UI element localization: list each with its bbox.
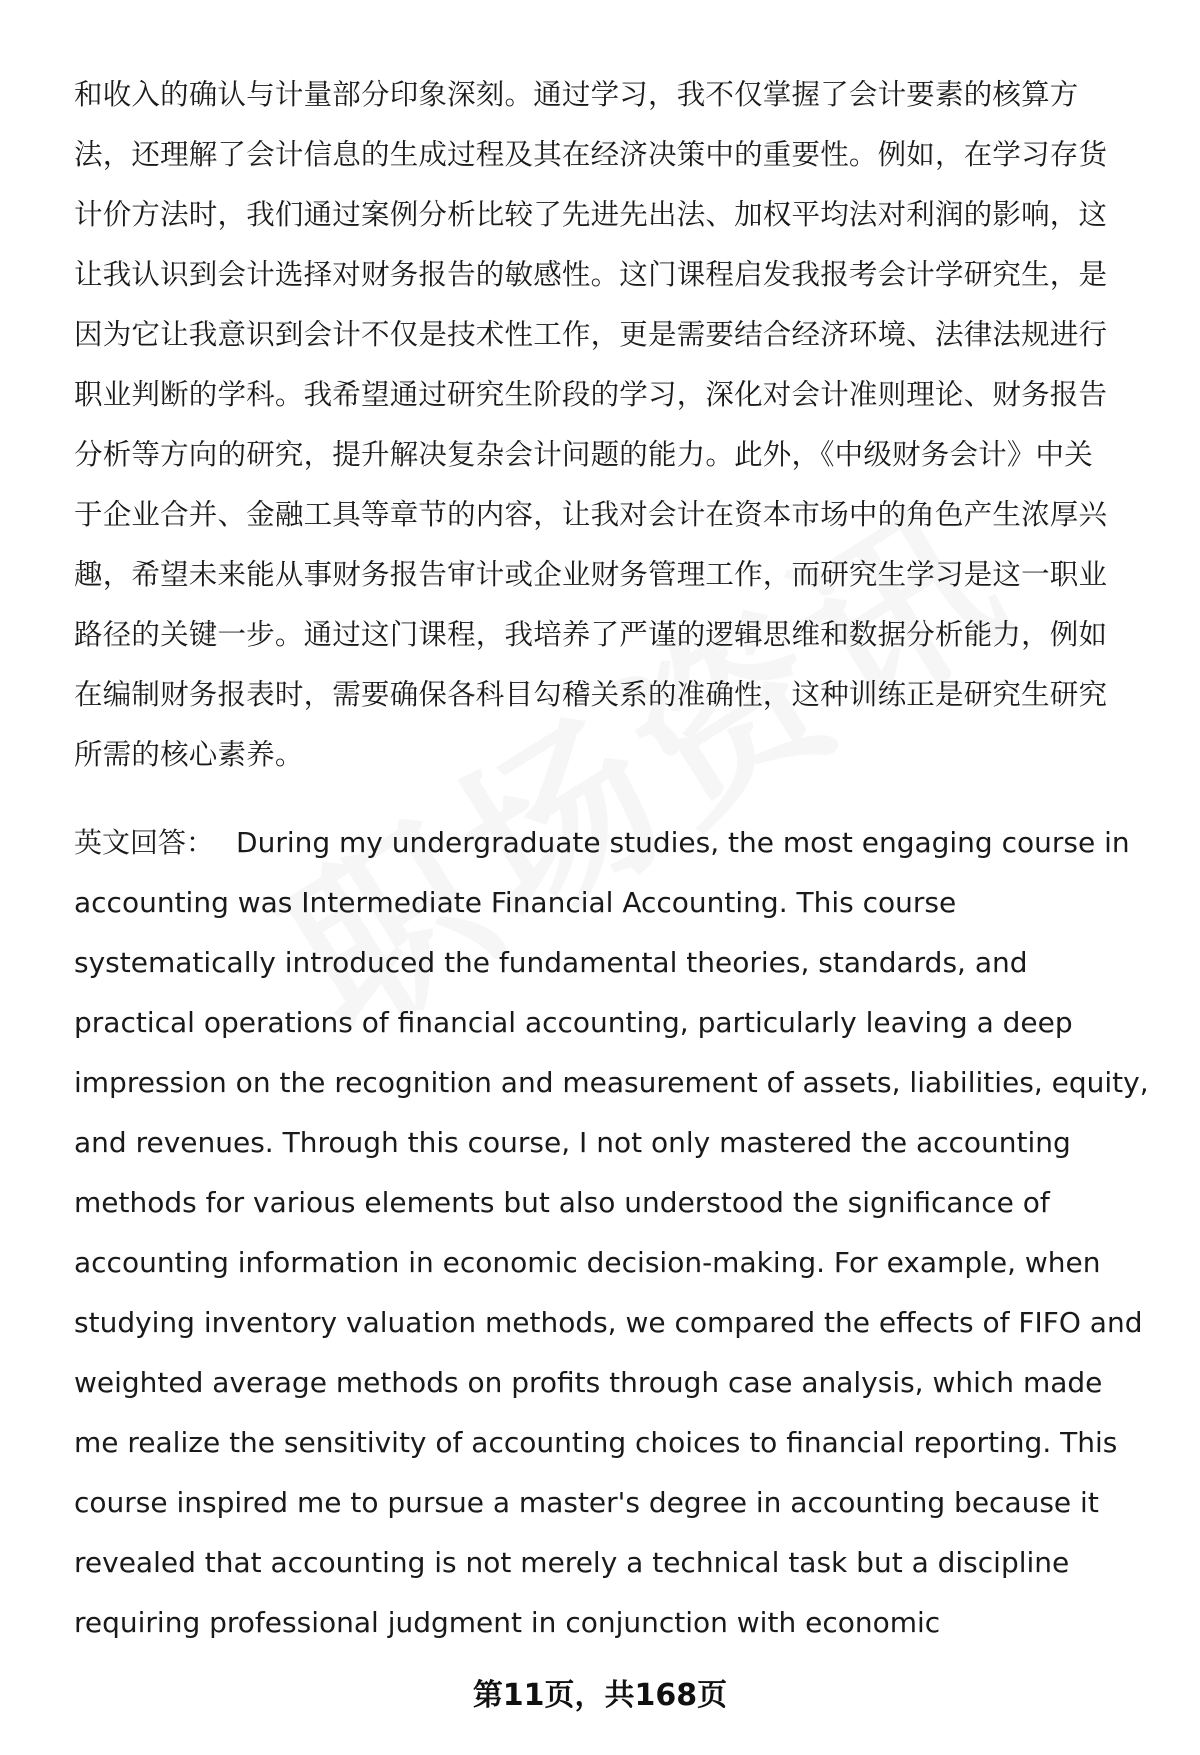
- text-line: course inspired me to pursue a master's degree in accounting because it: [74, 1486, 1099, 1519]
- text-line: impression on the recognition and measurement of assets, liabilities, equity,: [74, 1066, 1149, 1099]
- text-line: accounting information in economic decision-making. For example, when: [74, 1246, 1101, 1279]
- text-line: and revenues. Through this course, I not only mastered the accounting: [74, 1126, 1071, 1159]
- text-line: 在编制财务报表时，需要确保各科目勾稽关系的准确性，这种训练正是研究生研究: [74, 678, 1108, 711]
- text-line: 所需的核心素养。: [74, 738, 304, 771]
- text-line: 趣，希望未来能从事财务报告审计或企业财务管理工作，而研究生学习是这一职业: [74, 558, 1108, 591]
- english-answer-paragraph: [74, 813, 1149, 1653]
- text-line-first: [74, 813, 1146, 873]
- english-first-line-text: During my undergraduate studies, the most engaging course in: [236, 826, 1130, 859]
- text-line: weighted average methods on profits through case analysis, which made: [74, 1366, 1103, 1399]
- text-line: methods for various elements but also understood the significance of: [74, 1186, 1050, 1219]
- text-line: 法，还理解了会计信息的生成过程及其在经济决策中的重要性。例如，在学习存货: [74, 138, 1108, 171]
- text-line: 于企业合并、金融工具等章节的内容，让我对会计在资本市场中的角色产生浓厚兴: [74, 498, 1108, 531]
- body-text: [74, 65, 1149, 1653]
- text-line: accounting was Intermediate Financial Accounting. This course: [74, 886, 957, 919]
- text-line: 计价方法时，我们通过案例分析比较了先进先出法、加权平均法对利润的影响，这: [74, 198, 1108, 231]
- page-number-footer: 第11页，共168页: [472, 1678, 728, 1713]
- text-line: practical operations of financial accounting, particularly leaving a deep: [74, 1006, 1073, 1039]
- text-line: 因为它让我意识到会计不仅是技术性工作，更是需要结合经济环境、法律法规进行: [74, 318, 1108, 351]
- text-line: 和收入的确认与计量部分印象深刻。通过学习，我不仅掌握了会计要素的核算方: [74, 78, 1079, 111]
- text-line: me realize the sensitivity of accounting choices to financial reporting. This: [74, 1426, 1118, 1459]
- text-line: studying inventory valuation methods, we compared the effects of FIFO and: [74, 1306, 1143, 1339]
- text-line: revealed that accounting is not merely a technical task but a discipline: [74, 1546, 1070, 1579]
- english-answer-label: 英文回答：: [74, 826, 215, 859]
- text-line: 职业判断的学科。我希望通过研究生阶段的学习，深化对会计准则理论、财务报告: [74, 378, 1108, 411]
- text-line: 分析等方向的研究，提升解决复杂会计问题的能力。此外，《中级财务会计》中关: [74, 438, 1093, 471]
- chinese-answer-paragraph: [74, 65, 1146, 785]
- text-line: 让我认识到会计选择对财务报告的敏感性。这门课程启发我报考会计学研究生，是: [74, 258, 1108, 291]
- text-line: 路径的关键一步。通过这门课程，我培养了严谨的逻辑思维和数据分析能力，例如: [74, 618, 1108, 651]
- text-line: systematically introduced the fundamental theories, standards, and: [74, 946, 1028, 979]
- text-line: requiring professional judgment in conjunction with economic: [74, 1606, 941, 1639]
